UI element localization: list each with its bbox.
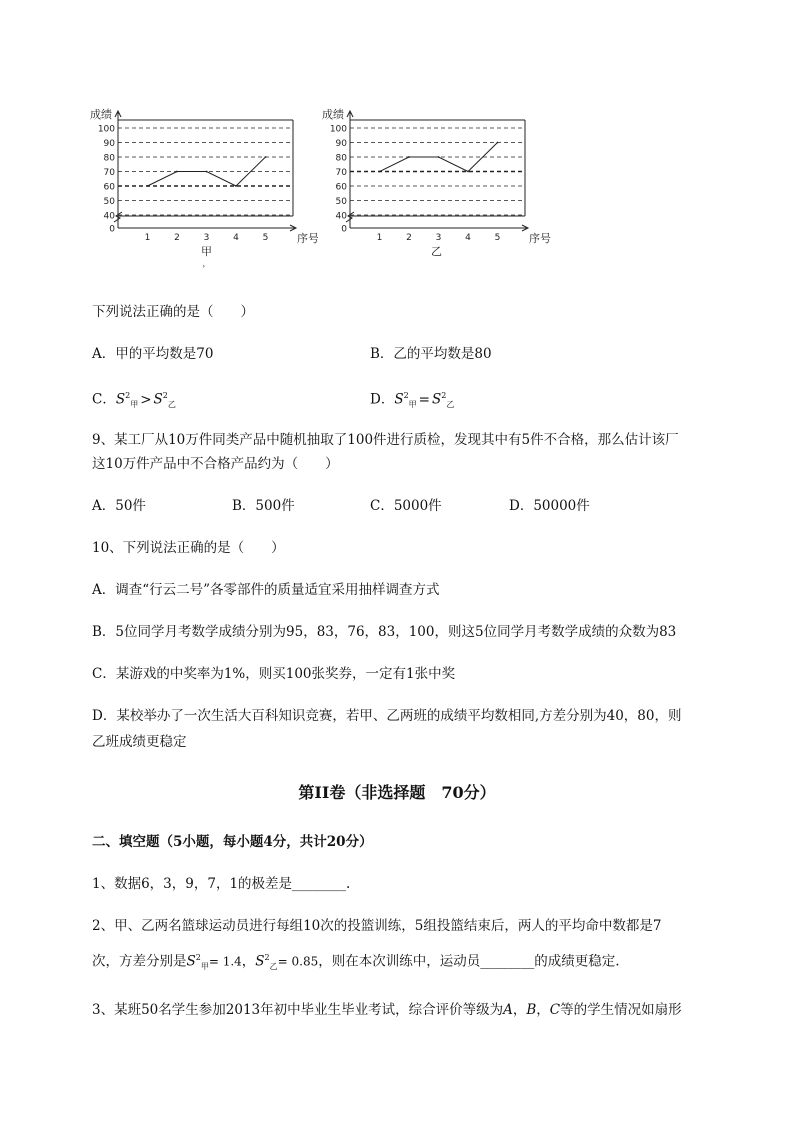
data-point (467, 171, 469, 173)
y-tick-label: 100 (329, 124, 347, 135)
separator: ， (536, 1002, 550, 1018)
separator: ， (512, 1002, 527, 1018)
grade-b: B (526, 1002, 537, 1018)
y-tick-label: 0 (341, 224, 347, 235)
data-point (265, 156, 267, 158)
y-tick-label: 60 (335, 182, 347, 193)
sub-yi: 乙 (167, 400, 176, 410)
q9-option-c: C．5000件 (370, 498, 442, 514)
data-point (206, 171, 208, 173)
y-axis-label: 成绩 (322, 108, 344, 121)
x-tick-label: 1 (376, 233, 383, 243)
y-tick-label: 90 (335, 139, 347, 149)
q10-option-d-line2: 乙班成绩更稳定 (92, 734, 187, 750)
fill-q3-text-b: 等的学生情况如扇形 (560, 1002, 682, 1018)
y-tick-label: 90 (103, 139, 115, 149)
data-point (176, 171, 178, 173)
q8-option-d: D．$S^2_甲 = S^2_乙$ (370, 391, 455, 410)
sub-yi: 乙 (446, 400, 455, 410)
y-axis-label: 成绩 (90, 108, 112, 121)
q10-option-b: B．5位同学月考数学成绩分别为95，83，76，83，100，则这5位同学月考数学成绩的众数为83 (92, 624, 677, 640)
sub-jia: 甲 (200, 962, 209, 972)
q10-option-c: C．某游戏的中奖率为1%，则买100张奖券，一定有1张中奖 (92, 666, 456, 682)
separator: ， (241, 953, 256, 970)
variance-symbol: S (255, 953, 265, 970)
q8-option-c: C．$S^2_甲 > S^2_乙$ (92, 391, 176, 410)
y-tick-label: 60 (103, 182, 115, 193)
q9-option-d: D．50000件 (509, 498, 590, 514)
data-point (379, 171, 381, 173)
chart-jia (88, 100, 318, 275)
chart-caption: 乙 (431, 245, 442, 258)
y-tick-label: 40 (103, 211, 115, 222)
x-axis-label: 序号 (297, 232, 318, 245)
y-tick-label: 70 (103, 168, 115, 178)
chart-yi (320, 100, 560, 275)
data-point (438, 156, 440, 158)
fill-q2-line2 (92, 948, 620, 977)
y-tick-label: 40 (335, 211, 347, 222)
fill-q3 (92, 1000, 682, 1020)
chart-caption-mark: ， (202, 259, 211, 268)
chart-jia-svg (88, 100, 318, 275)
q8-option-a: A．甲的平均数是70 (92, 346, 214, 362)
q8-stem: 下列说法正确的是（ ） (92, 304, 254, 320)
fill-q3-text-a: 3、某班50名学生参加2013年初中毕业生毕业考试，综合评价等级为 (92, 1002, 504, 1018)
fill-q2-line1: 2、甲、乙两名篮球运动员进行每组10次的投篮训练，5组投篮结束后，两人的平均命中数都是7 (92, 918, 662, 934)
q10-option-a: A．调查“行云二号”各零部件的质量适宜采用抽样调查方式 (92, 582, 440, 598)
variance-symbol: S (431, 391, 442, 408)
y-tick-label: 0 (109, 224, 115, 235)
data-point (497, 142, 499, 144)
q8-d-prefix: D． (370, 391, 395, 408)
x-tick-label: 4 (233, 233, 239, 243)
variance-value-yi: = 0.85 (277, 954, 319, 969)
y-tick-label: 100 (97, 124, 115, 135)
data-point (147, 185, 149, 187)
sub-jia: 甲 (408, 400, 417, 410)
q8-option-b: B．乙的平均数是80 (370, 346, 492, 362)
y-tick-label: 80 (103, 153, 115, 164)
y-tick-label: 50 (335, 197, 347, 207)
grade-c: C (549, 1002, 561, 1018)
data-point (235, 185, 237, 187)
sub-jia: 甲 (130, 400, 139, 410)
section-heading: 二、填空题（5小题，每小题4分，共计20分） (92, 834, 373, 850)
y-tick-label: 50 (103, 197, 115, 207)
variance-symbol: S (394, 391, 404, 408)
relation-eq: = (418, 391, 430, 408)
relation-gt: > (140, 391, 152, 408)
exponent: 2 (195, 953, 201, 962)
x-axis-label: 序号 (529, 232, 551, 245)
chart-caption: 甲 (201, 245, 212, 258)
variance-symbol: S (115, 391, 126, 408)
q9-option-b: B．500件 (232, 498, 295, 514)
x-tick-label: 5 (494, 233, 501, 243)
variance-symbol: S (186, 953, 196, 970)
x-tick-label: 3 (435, 233, 442, 243)
exponent: 2 (264, 953, 270, 962)
q9-line2: 这10万件产品中不合格产品约为（ ） (92, 456, 339, 472)
q9-line1: 9、某工厂从10万件同类产品中随机抽取了100件进行质检，发现其中有5件不合格，那么估计该厂 (92, 432, 679, 448)
sub-yi: 乙 (269, 962, 278, 972)
y-tick-label: 70 (335, 168, 347, 178)
x-tick-label: 5 (262, 233, 269, 243)
data-point (408, 156, 410, 158)
fill-q2-text-b: ，则在本次训练中，运动员________的成绩更稳定. (318, 953, 620, 970)
x-tick-label: 2 (406, 233, 412, 243)
q9-option-a: A．50件 (92, 498, 146, 514)
part2-title: 第II卷（非选择题 70分） (298, 783, 496, 802)
q10-stem: 10、下列说法正确的是（ ） (92, 540, 285, 556)
fill-q2-text-a: 次，方差分别是 (92, 953, 187, 970)
x-tick-label: 2 (174, 233, 180, 243)
x-tick-label: 3 (203, 233, 210, 243)
variance-value-jia: = 1.4 (208, 954, 242, 969)
q10-option-d-line1: D．某校举办了一次生活大百科知识竞赛，若甲、乙两班的成绩平均数相同,方差分别为40，80，则 (92, 708, 682, 724)
x-tick-label: 4 (465, 233, 471, 243)
variance-symbol: S (153, 391, 163, 408)
q8-c-prefix: C． (92, 391, 116, 408)
x-tick-label: 1 (144, 233, 151, 243)
chart-yi-svg (320, 100, 560, 275)
fill-q1: 1、数据6，3，9，7，1的极差是________. (92, 876, 351, 892)
grade-a: A (503, 1002, 513, 1018)
y-tick-label: 80 (335, 153, 347, 164)
